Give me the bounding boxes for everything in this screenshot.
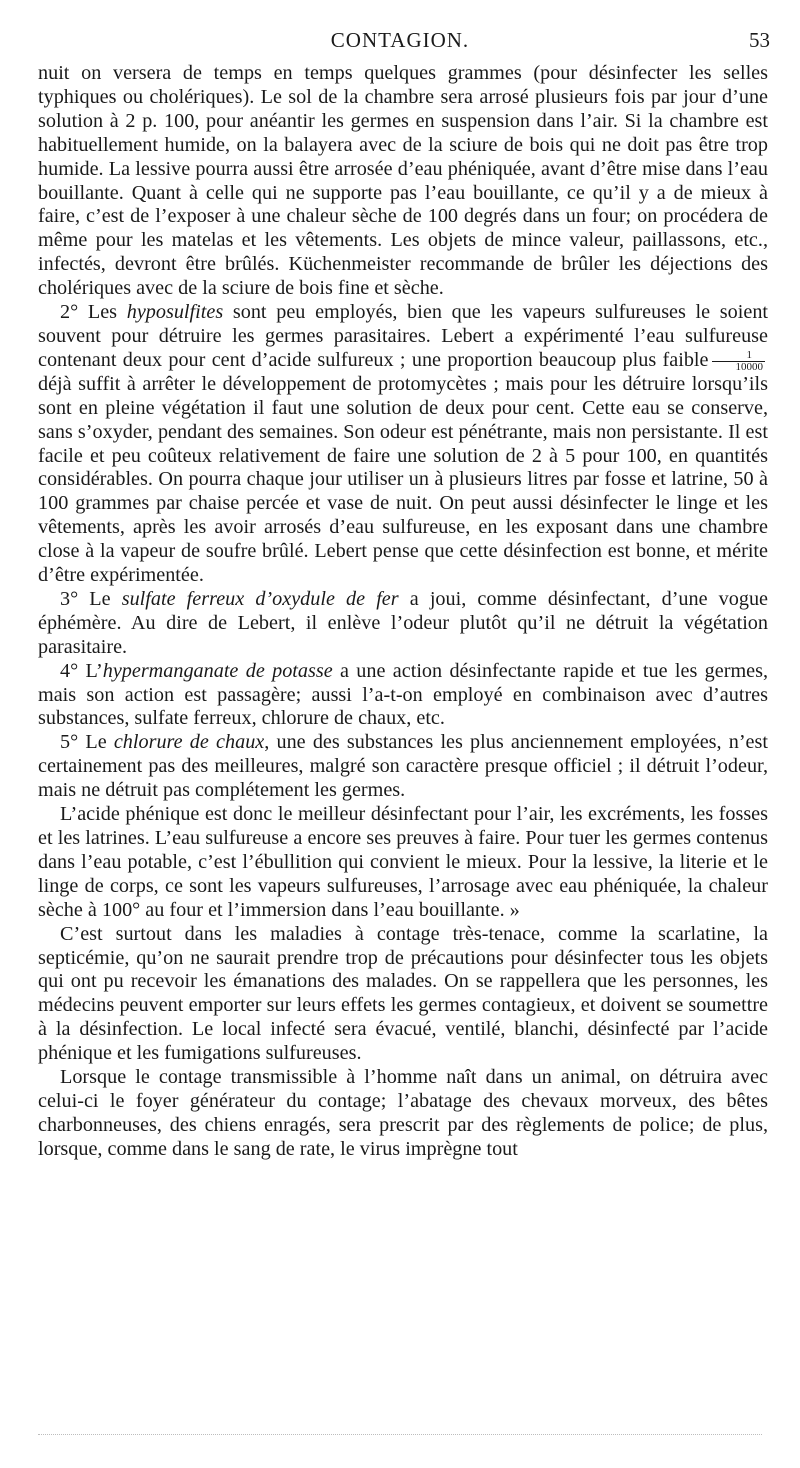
footer-rule xyxy=(38,1434,762,1435)
item-number: 5° xyxy=(60,731,79,754)
page-number: 53 xyxy=(749,28,770,52)
fraction-numerator: 1 xyxy=(712,350,766,362)
term-hypermanganate: hypermanganate de potasse xyxy=(102,659,333,682)
item-number: 4° xyxy=(60,659,79,682)
fraction-denominator: 10000 xyxy=(735,360,763,373)
paragraph-lead: Le xyxy=(85,731,107,754)
paragraph-hypermanganate xyxy=(38,660,768,732)
item-number: 2° xyxy=(60,301,79,324)
term-hyposulfites: hyposulfites xyxy=(126,301,224,324)
paragraph-text: a une action désinfectante rapide et tue les germes, mais son action est passagère; aussi l’a-t-on employé en combinaison avec d’autres substances, sulfate ferreux, chlorure de chaux, etc. xyxy=(38,659,769,730)
term-chlorure-de-chaux: chlorure de chaux xyxy=(113,731,265,754)
paragraph-text: , une des substances les plus anciennement employées, n’est certainement pas des meilleures, malgré son caractère presque officiel ; il détruit l’odeur, mais ne détruit pas complétement les germes. xyxy=(38,731,768,802)
running-title: CONTAGION. xyxy=(330,28,470,52)
body-text xyxy=(38,62,768,1162)
paragraph-lead: Le xyxy=(89,587,111,610)
paragraph-text: a joui, comme désinfectant, d’une vogue éphémère. Au dire de Lebert, il enlève l’odeur plutôt qu’il ne détruit la végétation parasitaire. xyxy=(38,587,769,658)
paragraph-contage-tenace: C’est surtout dans les maladies à contage très-tenace, comme la scarlatine, la septicémie, qu’on ne saurait prendre trop de précautions pour désinfecter tous les objets qui ont pu recevoir les émanations des malades. On se rappellera que les personnes, les médecins peuvent emporter sur leurs effets les germes contagieux, et doivent se soumettre à la désinfection. Le local infecté sera évacué, ventilé, blanchi, désinfecté par l’acide phénique et les fumigations sulfureuses. xyxy=(38,922,768,1065)
paragraph-text: sont peu employés, bien que les vapeurs sulfureuses le soient souvent pour détruire les germes parasitaires. Lebert a expérimenté l’eau sulfureuse contenant deux pour cent d’acide sulfureux ; une proportion beaucoup plus faible xyxy=(38,301,769,371)
paragraph-lead: Les xyxy=(87,301,118,324)
paragraph-continuation: nuit on versera de temps en temps quelques grammes (pour désinfecter les selles typhiques ou cholériques). Le sol de la chambre sera arrosé plusieurs fois par jour d’une solution à 2 p. 100, pour anéantir les germes en suspension dans l’air. Si la chambre est habituellement humide, on la balayera avec de la sciure de bois qui ne doit pas être trop humide. La lessive pourra aussi être arrosée d’eau phéniquée, avant d’être mise dans l’eau bouillante. Quant à celle qui ne supporte pas l’eau bouillante, ce qu’il y a de mieux à faire, c’est de l’exposer à une chaleur sèche de 100 degrés dans un four; on procédera de même pour les matelas et les vêtements. Les objets de mince valeur, paillassons, etc., infectés, devront être brûlés. Küchenmeister recommande de brûler les déjections des cholériques avec de la sciure de bois fine et sèche. xyxy=(38,62,768,300)
item-number: 3° xyxy=(60,587,79,610)
paragraph-hyposulfites xyxy=(38,301,768,588)
fraction xyxy=(712,350,766,373)
paragraph-conclusion: L’acide phénique est donc le meilleur désinfectant pour l’air, les excréments, les fosses et les latrines. L’eau sulfureuse a encore ses preuves à faire. Pour tuer les germes contenus dans l’eau potable, c’est l’ébullition qui convient le mieux. Pour la lessive, la literie et le linge de corps, ce sont les vapeurs sulfureuses, l’arrosage avec eau phéniquée, la chaleur sèche à 100° au four et l’immersion dans l’eau bouillante. » xyxy=(38,803,768,921)
page-header xyxy=(30,28,770,54)
paragraph-sulfate-ferreux xyxy=(38,588,768,660)
paragraph-contage-animal: Lorsque le contage transmissible à l’homme naît dans un animal, on détruira avec celui-ci le foyer générateur du contage; l’abatage des chevaux morveux, des bêtes charbonneuses, des chiens enragés, sera prescrit par des règlements de police; de plus, lorsque, comme dans le sang de rate, le virus imprègne tout xyxy=(38,1066,768,1160)
paragraph-lead: L’ xyxy=(85,659,103,682)
paragraph-text: déjà suffit à arrêter le développement de protomycètes ; mais pour les détruire lorsqu’ils sont en pleine végétation il faut une solution de deux pour cent. Cette eau se conserve, sans s’oxyder, pendant des semaines. Son odeur est pénétrante, mais non persistante. Il est facile et peu coûteux relativement de faire une solution de 2 à 5 pour 100, en quantités considérables. On pourra chaque jour utiliser un à plusieurs litres par fosse et latrine, 50 à 100 grammes par chaise percée et vase de nuit. On peut aussi désinfecter le linge et les vêtements, après les avoir arrosés d’eau sulfureuse, en les exposant dans une chambre close à la vapeur de soufre brûlé. Lebert pense que cette désinfection est bonne, et mérite d’être expérimentée. xyxy=(38,372,768,587)
term-sulfate-ferreux: sulfate ferreux d’oxydule de fer xyxy=(121,587,399,610)
paragraph-chlorure-de-chaux xyxy=(38,731,768,803)
